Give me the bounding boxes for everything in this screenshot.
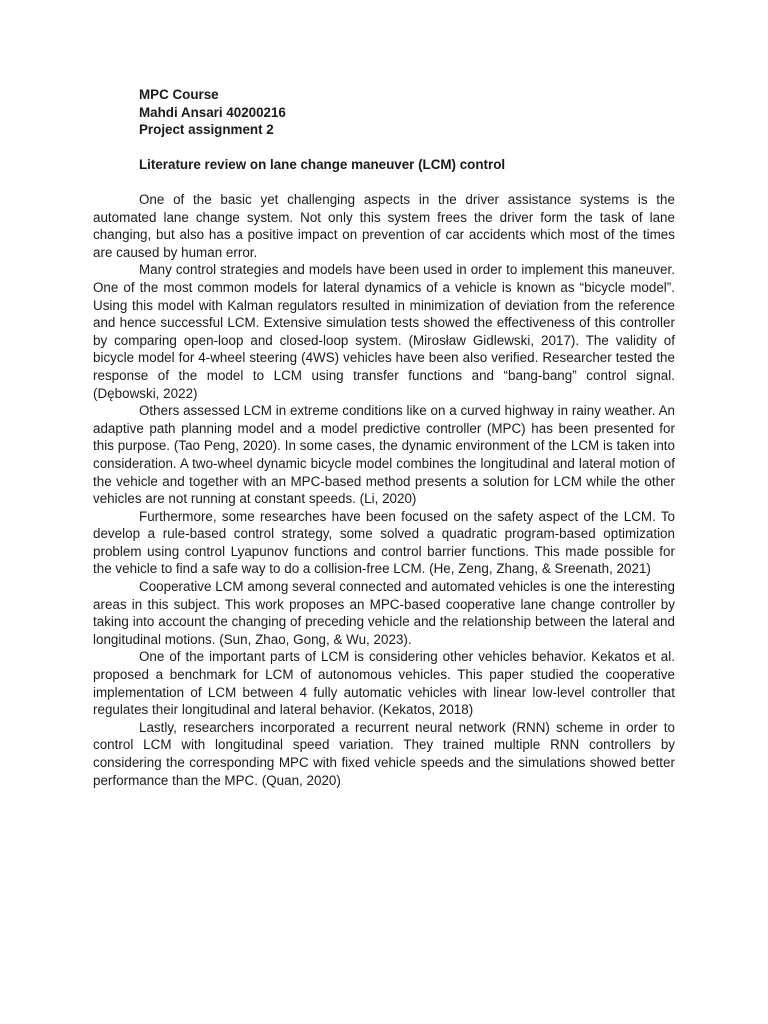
document-page [93,86,675,789]
paragraph-safety: Furthermore, some researches have been focused on the safety aspect of the LCM. To develop a rule-based control strategy, some solved a quadratic program-based optimization problem using control Lyapunov functions and control barrier functions. This made possible for the vehicle to find a safe way to do a collision-free LCM. (He, Zeng, Zhang, & Sreenath, 2021) [93,508,675,577]
paragraph-extreme-conditions: Others assessed LCM in extreme conditions like on a curved highway in rainy weather. An adaptive path planning model and a model predictive controller (MPC) has been presented for this purpose. (Tao Peng, 2020). In some cases, the dynamic environment of the LCM is taken into consideration. A two-wheel dynamic bicycle model combines the longitudinal and lateral motion of the vehicle and together with an MPC-based method presents a solution for LCM while the other vehicles are not running at constant speeds. (Li, 2020) [93,403,675,507]
paragraph-bicycle-model: Many control strategies and models have been used in order to implement this maneuver. One of the most common models for lateral dynamics of a vehicle is known as “bicycle model”. Using this model with Kalman regulators resulted in minimization of deviation from the reference and hence successful LCM. Extensive simulation tests showed the effectiveness of this controller by comparing open-loop and closed-loop system. (Mirosław Gidlewski, 2017). The validity of bicycle model for 4-wheel steering (4WS) vehicles have been also verified. Researcher tested the response of the model to LCM using transfer functions and “bang-bang” control signal. (Dębowski, 2022) [93,262,675,401]
paragraph-rnn: Lastly, researchers incorporated a recurrent neural network (RNN) scheme in order to control LCM with longitudinal speed variation. They trained multiple RNN controllers by considering the corresponding MPC with fixed vehicle speeds and the simulations showed better performance than the MPC. (Quan, 2020) [93,719,675,788]
course-name: MPC Course [139,87,219,102]
assignment-line: Project assignment 2 [139,122,274,137]
paragraph-other-vehicles: One of the important parts of LCM is considering other vehicles behavior. Kekatos et al. proposed a benchmark for LCM of autonomous vehicles. This paper studied the cooperative implementation of LCM between 4 fully automatic vehicles with linear low-level controller that regulates their longitudinal and lateral behavior. (Kekatos, 2018) [93,649,675,718]
paragraph-cooperative: Cooperative LCM among several connected and automated vehicles is one the interesting areas in this subject. This work proposes an MPC-based cooperative lane change controller by taking into account the changing of preceding vehicle and the relationship between the lateral and longitudinal motions. (Sun, Zhao, Gong, & Wu, 2023). [93,579,675,647]
paragraph-intro: One of the basic yet challenging aspects in the driver assistance systems is the automated lane change system. Not only this system frees the driver form the task of lane changing, but also has a positive impact on prevention of car accidents which most of the times are caused by human error. [93,192,675,260]
document-title: Literature review on lane change maneuver (LCM) control [139,157,506,172]
author-line: Mahdi Ansari 40200216 [139,104,286,120]
